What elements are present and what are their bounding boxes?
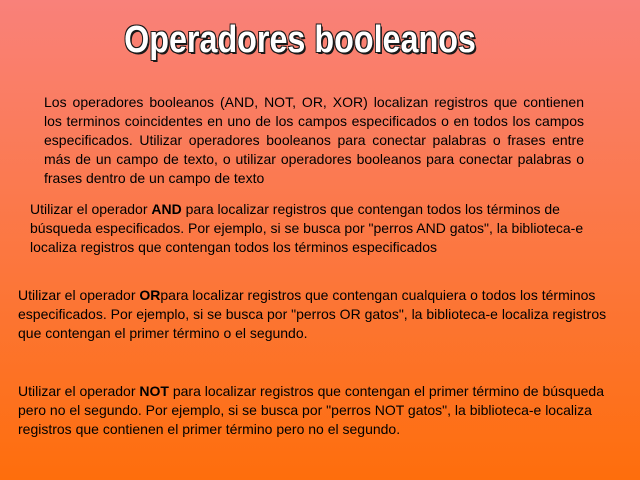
- or-description: para localizar registros que contengan cualquiera o todos los términos especificados. Por ejemplo, si se busca por "perros OR gatos", la biblioteca-e localiza registros que contengan el primer término o el segundo.: [18, 287, 607, 341]
- slide-title: Operadores booleanos: [124, 19, 476, 61]
- and-prefix: Utilizar el operador: [30, 201, 152, 217]
- not-prefix: Utilizar el operador: [18, 383, 140, 399]
- not-operator-paragraph: [18, 382, 618, 439]
- not-keyword: NOT: [139, 383, 169, 399]
- and-description: para localizar registros que contengan todos los términos de búsqueda especificados. Por ejemplo, si se busca por "perros AND gatos", la biblioteca-e localiza registros que contengan todos los términos especificados: [30, 201, 584, 255]
- or-prefix: Utilizar el operador: [18, 287, 140, 303]
- not-description: para localizar registros que contengan el primer término de búsqueda pero no el segundo. Por ejemplo, si se busca por "perros NOT gatos", la biblioteca-e localiza registros que contienen el primer término pero no el segundo.: [18, 383, 604, 437]
- intro-paragraph: Los operadores booleanos (AND, NOT, OR, XOR) localizan registros que contienen los terminos coincidentes en uno de los campos especificados o en todos los campos especificados. Utilizar operadores booleanos para conectar palabras o frases entre más de un campo de texto, o utilizar operadores booleanos para conectar palabras o frases dentro de un campo de texto: [44, 94, 584, 186]
- or-keyword: OR: [139, 287, 161, 303]
- or-operator-paragraph: [18, 286, 608, 343]
- and-operator-paragraph: [30, 200, 600, 257]
- and-keyword: AND: [151, 201, 182, 217]
